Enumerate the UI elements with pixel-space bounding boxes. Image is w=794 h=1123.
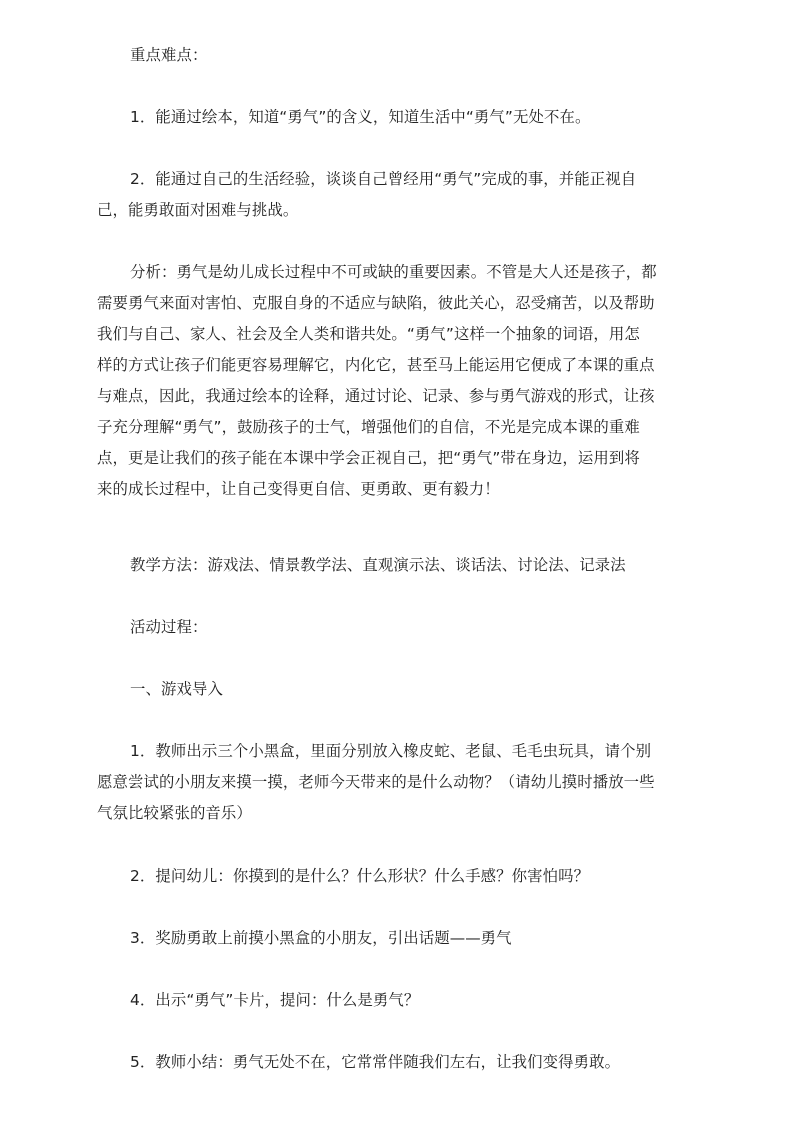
step-5: 5．教师小结：勇气无处不在，它常常伴随我们左右，让我们变得勇敢。 bbox=[130, 1053, 621, 1071]
teaching-methods: 教学方法：游戏法、情景教学法、直观演示法、谈话法、讨论法、记录法 bbox=[130, 556, 626, 574]
step-2: 2．提问幼儿：你摸到的是什么？什么形状？什么手感？你害怕吗？ bbox=[130, 867, 590, 885]
section-1-heading: 一、游戏导入 bbox=[130, 680, 223, 698]
key-point-2: 2．能通过自己的生活经验，谈谈自己曾经用“勇气”完成的事，并能正视自 己，能勇敢面对困难与挑战。 bbox=[97, 170, 637, 219]
step-3: 3．奖励勇敢上前摸小黑盒的小朋友，引出话题——勇气 bbox=[130, 929, 512, 947]
step-1: 1．教师出示三个小黑盒，里面分别放入橡皮蛇、老鼠、毛毛虫玩具，请个别 愿意尝试的小朋友来摸一摸，老师今天带来的是什么动物？（请幼儿摸时播放一些 气氛比较紧张的音乐） bbox=[97, 742, 655, 822]
step-4: 4．出示“勇气”卡片，提问：什么是勇气？ bbox=[130, 991, 420, 1009]
key-points-heading: 重点难点： bbox=[130, 46, 208, 64]
process-heading: 活动过程： bbox=[130, 618, 208, 636]
analysis-paragraph: 分析：勇气是幼儿成长过程中不可或缺的重要因素。不管是大人还是孩子，都 需要勇气来面对害怕、克服自身的不适应与缺陷，彼此关心，忍受痛苦，以及帮助 我们与自己、家人、社会及全人类和谐共处。“勇气”这样一个抽象的词语，用怎 样的方式让孩子们能更容易理解它，内化它，甚至马上能运用它便成了本课的重点 与难点，因此，我通过绘本的诠释，通过讨论、记录、参与勇气游戏的形式，让孩 子充分理解“勇气”，鼓励孩子的士气，增强他们的自信，不光是完成本课的重难 点，更是让我们的孩子能在本课中学会正视自己，把“勇气”带在身边，运用到将 来的成长过程中，让自己变得更自信、更勇敢、更有毅力！ bbox=[97, 263, 657, 498]
key-point-1: 1．能通过绘本，知道“勇气”的含义，知道生活中“勇气”无处不在。 bbox=[130, 108, 591, 126]
